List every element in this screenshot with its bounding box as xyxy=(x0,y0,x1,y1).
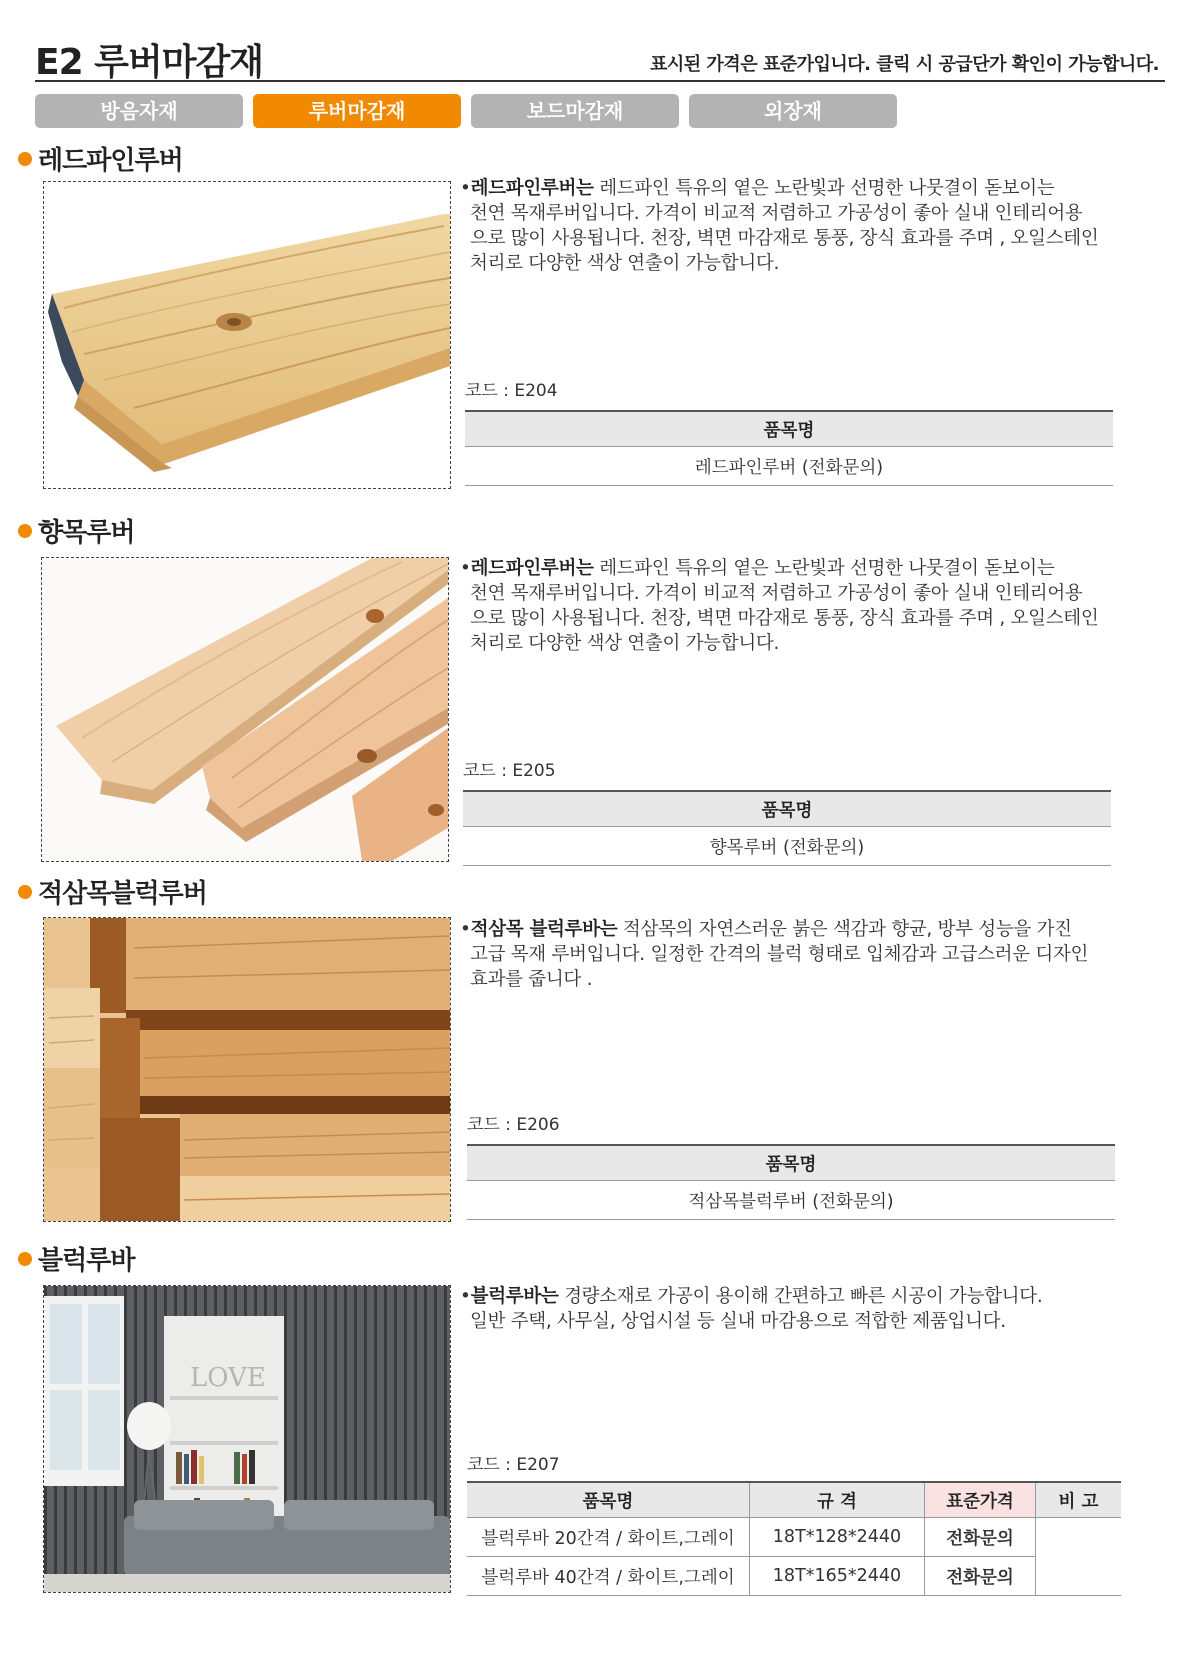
table-cell-price[interactable]: 전화문의 xyxy=(925,1557,1036,1596)
table-cell-item-name[interactable]: 레드파인루버 (전화문의) xyxy=(465,447,1113,486)
table-cell-item-name: 블럭루바 40간격 / 화이트,그레이 xyxy=(467,1557,750,1596)
desc-line: 처리로 다양한 색상 연출이 가능합니다. xyxy=(470,253,780,274)
desc-bold: 레드파인루버는 xyxy=(470,178,594,199)
tab-exterior[interactable]: 외장재 xyxy=(689,94,897,128)
desc-bold: 블럭루바는 xyxy=(470,1286,559,1307)
price-notice: 표시된 가격은 표준가입니다. 클릭 시 공급단가 확인이 가능합니다. xyxy=(649,54,1159,75)
desc-line: 처리로 다양한 색상 연출이 가능합니다. xyxy=(470,633,780,654)
bullet-dot-icon xyxy=(18,1252,32,1266)
tab-louver[interactable]: 루버마감재 xyxy=(253,94,461,128)
product-table xyxy=(463,790,1111,866)
product-description: •레드파인루버는 레드파인 특유의 옅은 노란빛과 선명한 나뭇결이 돋보이는 천연 목재루버입니다. 가격이 비교적 저렴하고 가공성이 좋아 실내 인테리어용 으로 많이 사용됩니다. 천장, 벽면 마감재로 통풍, 장식 효과를 주며 , 오일스테인 처리로 다양한 색상 연출이 가능합니다. xyxy=(460,556,1120,656)
table-cell-item-name[interactable]: 적삼목블럭루버 (전화문의) xyxy=(467,1181,1115,1220)
product-image-red-pine xyxy=(43,181,451,489)
product-code: 코드 : E204 xyxy=(465,381,558,401)
desc-line: 적삼목의 자연스러운 붉은 색감과 향균, 방부 성능을 가진 xyxy=(617,919,1072,940)
desc-line: 천연 목재루버입니다. 가격이 비교적 저렴하고 가공성이 좋아 실내 인테리어용 xyxy=(470,583,1083,604)
cedar-block-stack-icon xyxy=(44,918,450,1221)
cedar-board-icon xyxy=(42,558,448,861)
desc-line: 으로 많이 사용됩니다. 천장, 벽면 마감재로 통풍, 장식 효과를 주며 , 오일스테인 xyxy=(470,228,1099,249)
bullet-dot-icon xyxy=(18,524,32,538)
table-cell-spec: 18T*165*2440 xyxy=(750,1557,925,1596)
page-header xyxy=(35,30,1165,82)
red-pine-board-icon xyxy=(44,182,450,488)
product-description: •적삼목 블럭루바는 적삼목의 자연스러운 붉은 색감과 향균, 방부 성능을 가진 고급 목재 루버입니다. 일정한 간격의 블럭 형태로 입체감과 고급스러운 디자인 효과를 줍니다 . xyxy=(460,917,1120,992)
love-sign: LOVE xyxy=(190,1363,266,1393)
table-header-item-name: 품목명 xyxy=(465,411,1113,447)
product-table xyxy=(467,1144,1115,1220)
tab-soundproof[interactable]: 방음자재 xyxy=(35,94,243,128)
bullet-dot-icon xyxy=(18,152,32,166)
product-title xyxy=(18,873,207,910)
product-table xyxy=(465,410,1113,486)
desc-line: 일반 주택, 사무실, 상업시설 등 실내 마감용으로 적합한 제품입니다. xyxy=(470,1311,1006,1332)
table-header-item-name: 품목명 xyxy=(467,1482,750,1518)
product-description: •레드파인루버는 레드파인 특유의 옅은 노란빛과 선명한 나뭇결이 돋보이는 천연 목재루버입니다. 가격이 비교적 저렴하고 가공성이 좋아 실내 인테리어용 으로 많이 사용됩니다. 천장, 벽면 마감재로 통풍, 장식 효과를 주며 , 오일스테인 처리로 다양한 색상 연출이 가능합니다. xyxy=(460,176,1120,276)
table-header-remarks: 비 고 xyxy=(1036,1482,1122,1518)
table-row[interactable] xyxy=(467,1557,1121,1596)
desc-bold: 레드파인루버는 xyxy=(470,558,594,579)
product-title-text: 향목루버 xyxy=(38,518,135,548)
desc-line: 고급 목재 루버입니다. 일정한 간격의 블럭 형태로 입체감과 고급스러운 디자인 xyxy=(470,944,1089,965)
table-cell-item-name[interactable]: 향목루버 (전화문의) xyxy=(463,827,1111,866)
product-title xyxy=(18,140,183,177)
product-title-text: 블럭루바 xyxy=(38,1246,135,1276)
desc-line: 레드파인 특유의 옅은 노란빛과 선명한 나뭇결이 돋보이는 xyxy=(593,178,1055,199)
page-title: E2 루버마감재 xyxy=(35,42,264,83)
desc-line: 천연 목재루버입니다. 가격이 비교적 저렴하고 가공성이 좋아 실내 인테리어용 xyxy=(470,203,1083,224)
table-cell-price[interactable]: 전화문의 xyxy=(925,1518,1036,1557)
table-header-item-name: 품목명 xyxy=(467,1145,1115,1181)
tab-board[interactable]: 보드마감재 xyxy=(471,94,679,128)
table-header-spec: 규 격 xyxy=(750,1482,925,1518)
product-title-text: 적삼목블럭루버 xyxy=(38,879,207,909)
product-description: •블럭루바는 경량소재로 가공이 용이해 간편하고 빠른 시공이 가능합니다. 일반 주택, 사무실, 상업시설 등 실내 마감용으로 적합한 제품입니다. xyxy=(460,1284,1120,1334)
interior-room-icon xyxy=(44,1286,450,1592)
table-header-item-name: 품목명 xyxy=(463,791,1111,827)
product-image-block-louver xyxy=(43,1285,451,1593)
desc-line: 경량소재로 가공이 용이해 간편하고 빠른 시공이 가능합니다. xyxy=(558,1286,1043,1307)
table-row[interactable] xyxy=(467,1518,1121,1557)
product-title xyxy=(18,512,134,549)
table-cell-remarks xyxy=(1036,1518,1122,1596)
product-image-cedar-block xyxy=(43,917,451,1222)
product-title-text: 레드파인루버 xyxy=(38,146,183,176)
product-code: 코드 : E206 xyxy=(467,1115,560,1135)
desc-bold: 적삼목 블럭루바는 xyxy=(470,919,618,940)
product-code: 코드 : E205 xyxy=(463,761,556,781)
desc-line: 효과를 줍니다 . xyxy=(470,969,593,990)
table-cell-item-name: 블럭루바 20간격 / 화이트,그레이 xyxy=(467,1518,750,1557)
product-price-table xyxy=(467,1481,1121,1596)
product-image-hyangmok xyxy=(41,557,449,862)
product-code: 코드 : E207 xyxy=(467,1455,560,1475)
desc-line: 레드파인 특유의 옅은 노란빛과 선명한 나뭇결이 돋보이는 xyxy=(593,558,1055,579)
bullet-dot-icon xyxy=(18,885,32,899)
table-cell-spec: 18T*128*2440 xyxy=(750,1518,925,1557)
desc-line: 으로 많이 사용됩니다. 천장, 벽면 마감재로 통풍, 장식 효과를 주며 , 오일스테인 xyxy=(470,608,1099,629)
product-title xyxy=(18,1240,134,1277)
table-header-price: 표준가격 xyxy=(925,1482,1036,1518)
